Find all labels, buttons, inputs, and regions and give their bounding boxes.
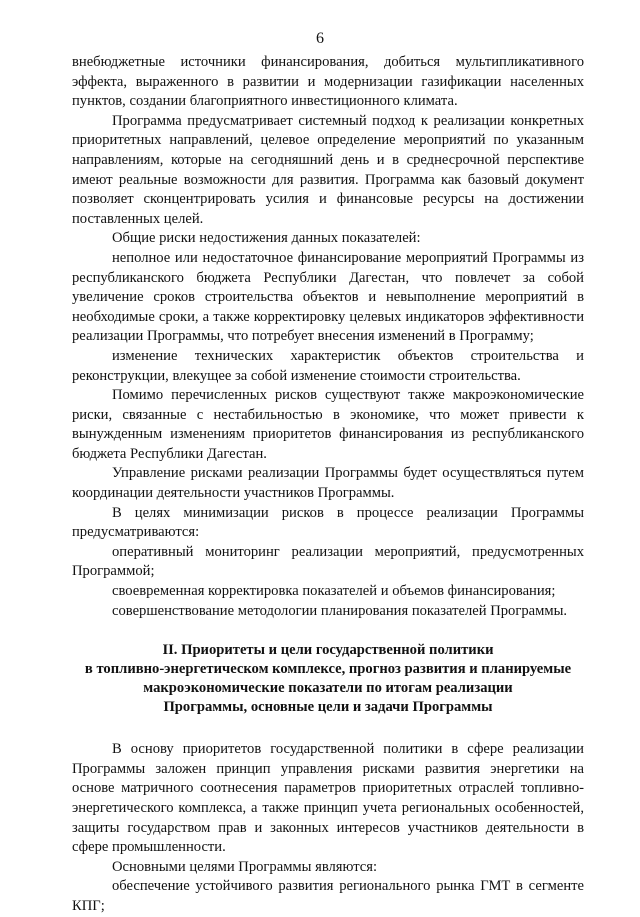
section-heading-line: макроэкономические показатели по итогам реализации <box>143 680 513 697</box>
paragraph: В основу приоритетов государственной политики в сфере реализации Программы заложен принцип управления рисками развития энергетики на основе матричного соотнесения параметров приоритетных отраслей топливно-энергетического комплекса, а также принцип учета региональных особенностей, защиты государством прав и законных интересов участников деятельности в сфере промышленности. <box>72 741 584 856</box>
list-item: обеспечение устойчивого развития регионального рынка ГМТ в сегменте КПГ; <box>72 878 584 914</box>
list-item: совершенствование методологии планирования показателей Программы. <box>112 602 568 619</box>
section-heading <box>72 641 584 717</box>
list-item: оперативный мониторинг реализации мероприятий, предусмотренных Программой; <box>72 543 584 580</box>
page-number: 6 <box>316 30 324 47</box>
section-heading-line: II. Приоритеты и цели государственной политики <box>162 642 494 659</box>
paragraph: внебюджетные источники финансирования, добиться мультипликативного эффекта, выраженного в развитии и модернизации газификации населенных пунктов, создании благоприятного инвестиционного климата. <box>72 54 584 110</box>
section-heading-line: Программы, основные цели и задачи Программы <box>163 699 493 716</box>
section-heading-line: в топливно-энергетическом комплексе, прогноз развития и планируемые <box>84 661 572 678</box>
list-item: неполное или недостаточное финансирование мероприятий Программы из республиканского бюджета Республики Дагестан, что повлечет за собой увеличение сроков строительства объектов и невыполнение мероприятий в необходимые сроки, а также корректировку целевых индикаторов эффективности реализации Программы, что потребует внесения изменений в Программу; <box>72 249 584 345</box>
paragraph: Общие риски недостижения данных показателей: <box>112 230 421 247</box>
list-item: изменение технических характеристик объектов строительства и реконструкции, влекущее за собой изменение стоимости строительства. <box>72 347 584 384</box>
document-body <box>72 53 584 917</box>
paragraph: Основными целями Программы являются: <box>112 858 378 875</box>
paragraph: Помимо перечисленных рисков существуют также макроэкономические риски, связанные с нестабильностью в экономике, что может привести к вынужденным изменениям приоритетов финансирования из республиканского бюджета Республики Дагестан. <box>72 387 584 462</box>
paragraph: Программа предусматривает системный подход к реализации конкретных приоритетных направлений, целевое определение мероприятий по указанным направлениям, которые на сегодняшний день и в среднесрочной перспективе имеют реальные возможности для развития. Программа как базовый документ позволяет сконцентрировать усилия и финансовые ресурсы на достижении поставленных целей. <box>72 112 584 227</box>
list-item: своевременная корректировка показателей и объемов финансирования; <box>112 583 556 600</box>
paragraph: В целях минимизации рисков в процессе реализации Программы предусматриваются: <box>72 504 584 541</box>
paragraph: Управление рисками реализации Программы будет осуществляться путем координации деятельности участников Программы. <box>72 465 584 502</box>
